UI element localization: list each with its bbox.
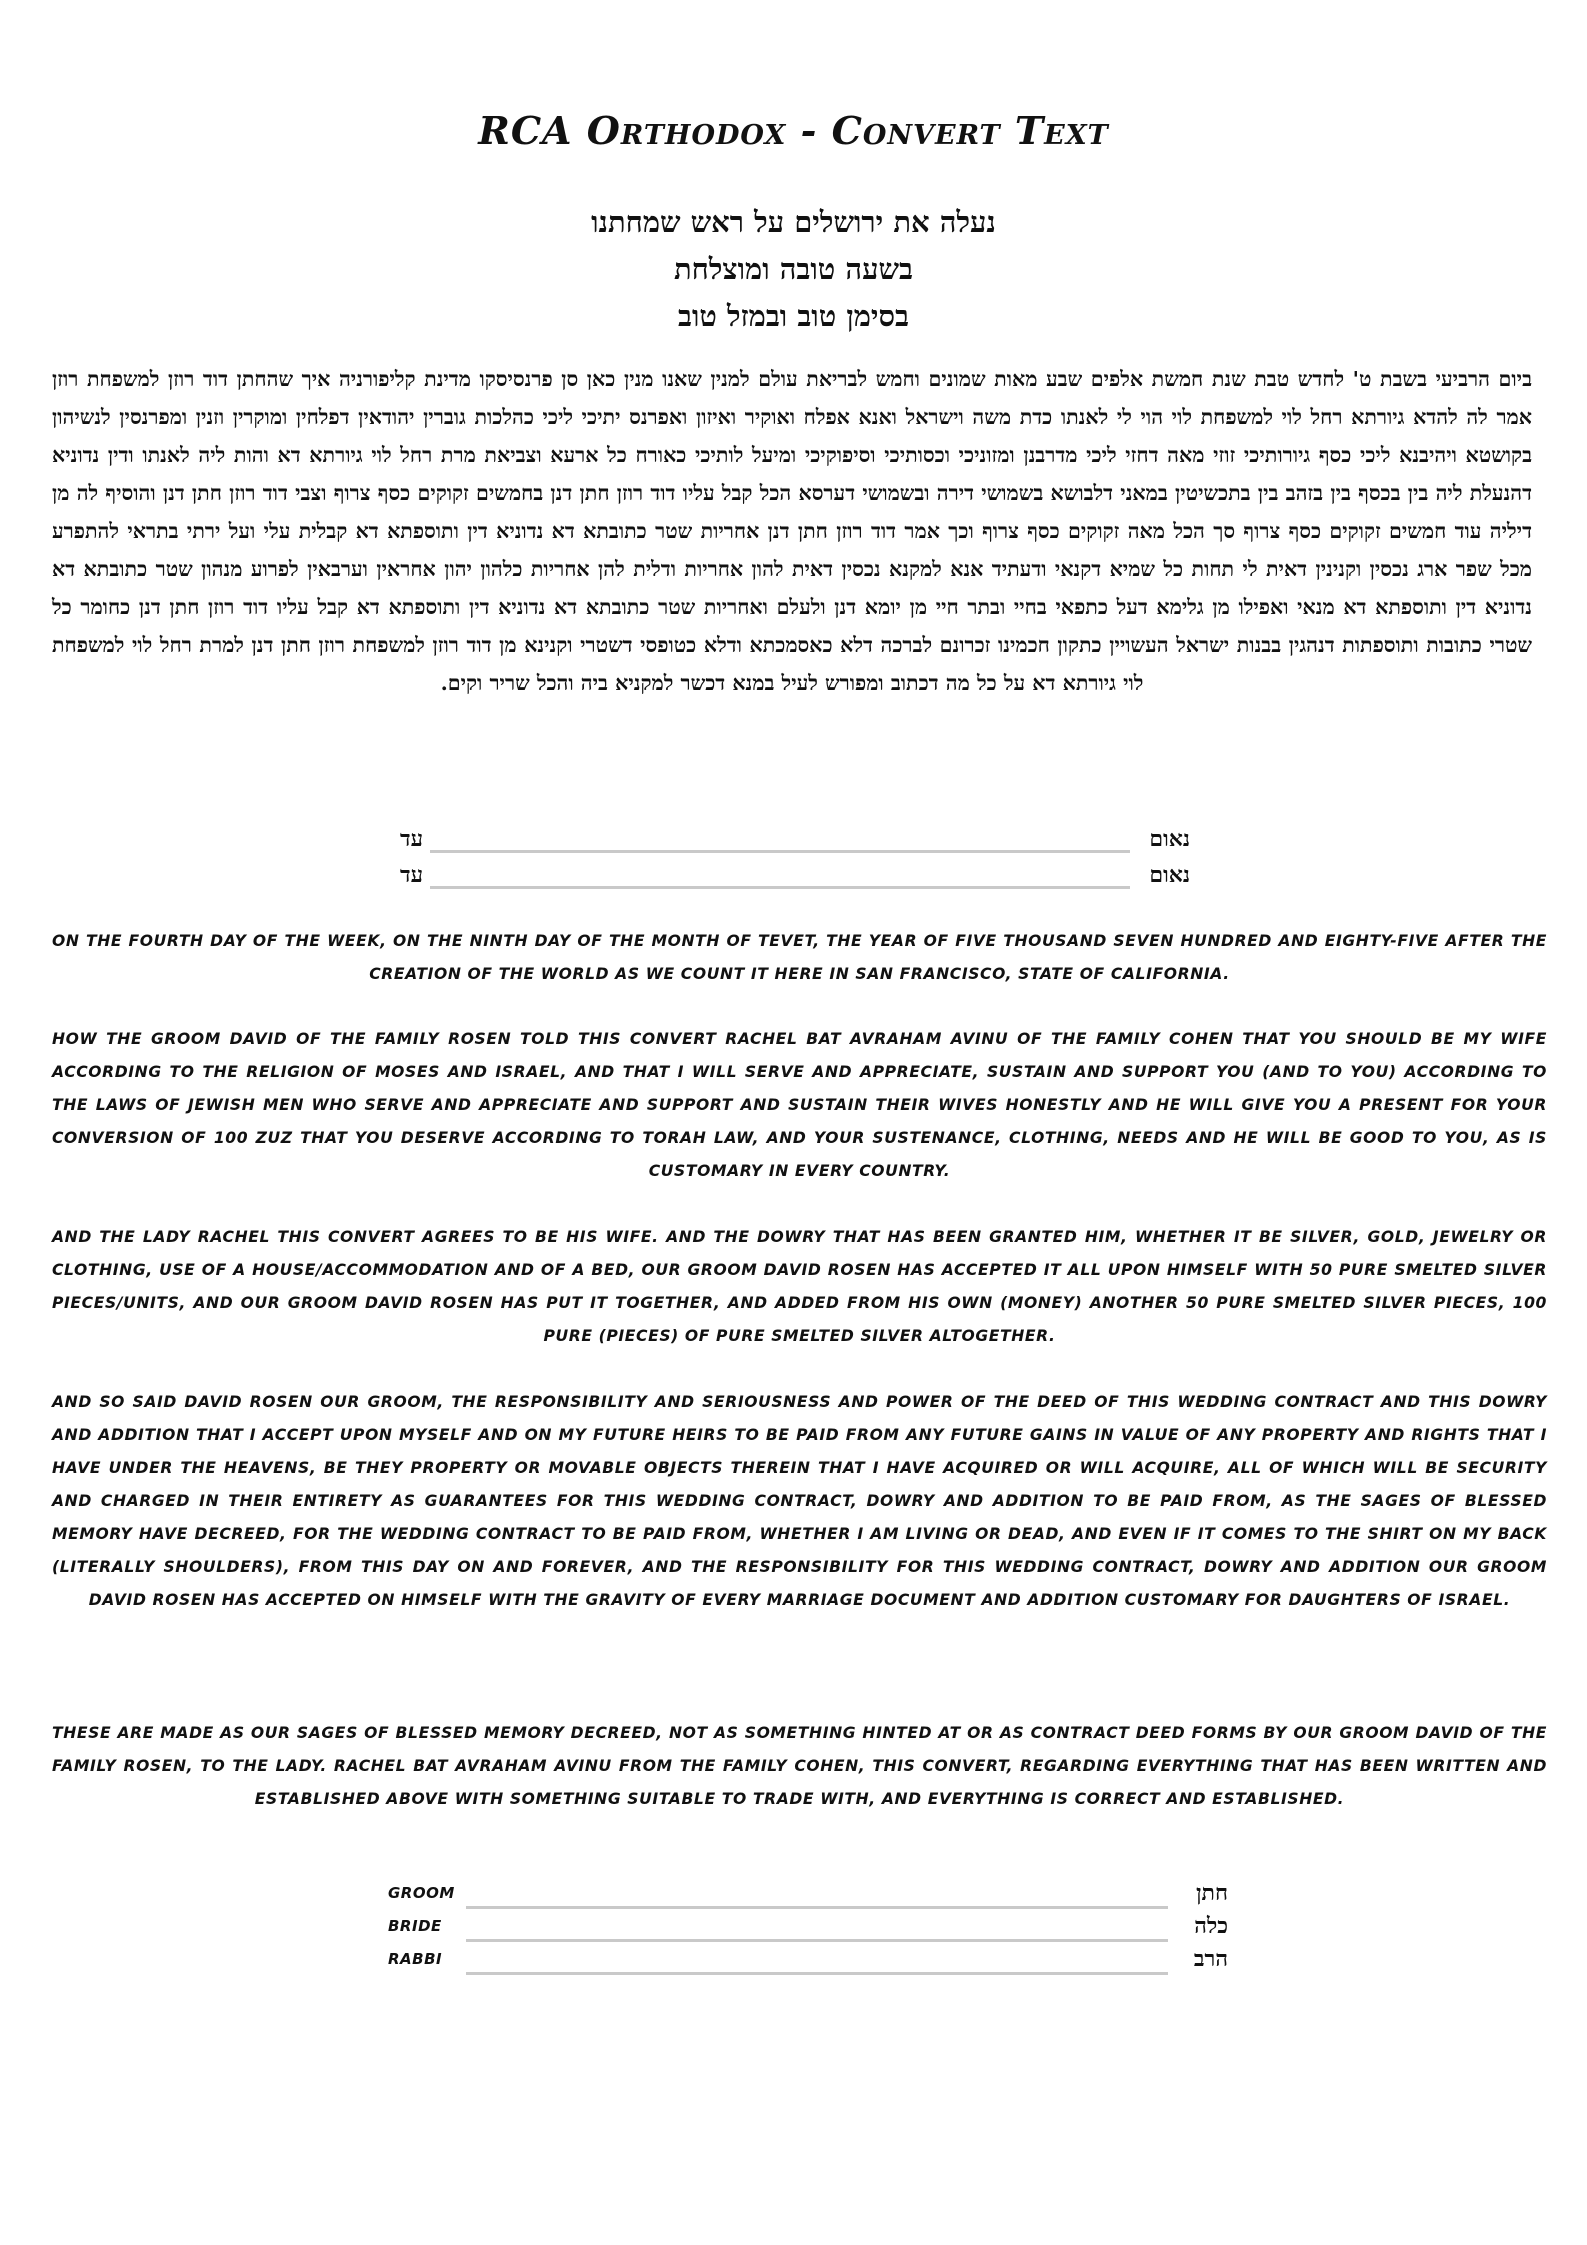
signature-label-chatan: חתן	[1195, 1880, 1228, 1906]
witness-signature-row-1	[400, 826, 1190, 858]
hebrew-header-line-2: בשעה טובה ומוצלחת	[673, 252, 914, 286]
hebrew-ketubah-text: ביום הרביעי בשבת ט' לחדש טבת שנת חמשת אלפים שבע מאות שמונים וחמש לבריאת עולם למנין שאנו מנין כאן סן פרנסיסקו מדינת קליפורניה איך שהחתן דוד רוזן למשפחת רוזן אמר לה להדא גיורתא רחל לוי למשפחת לוי הוי לי לאנתו כדת משה וישראל ואנא אפלח ואוקיר ואיזון ואפרנס יתיכי ליכי כהלכות גוברין יהודאין דפלחין ומוקרין וזנין ומפרנסין לנשיהון בקושטא ויהיבנא ליכי כסף גיורותיכי זוזי מאה דחזי ליכי מדרבנן ומזוניכי וכסותיכי וסיפוקיכי ומיעל לותיכי כאורח כל ארעא וצביאת מרת רחל לוי גיורתא דא והות ליה לאנתו ודין נדוניא דהנעלת ליה בין בכסף בין בזהב בין בתכשיטין במאני דלבושא בשמושי דירה ובשמושי דערסא הכל קבל עליו דוד רוזן חתן דנן בחמשים זקוקים כסף צרוף וצבי דוד רוזן חתן דנן והוסיף לה מן דיליה עוד חמשים זקוקים כסף צרוף סך הכל מאה זקוקים כסף צרוף וכך אמר דוד רוזן חתן דנן אחריות שטר כתובתא דא נדוניא דין ותוספתא דא קבלית עלי ועל ירתי בתראי להתפרע מכל שפר ארג נכסין וקנינין דאית לי תחות כל שמיא דקנאי ודעתיד אנא למקנא נכסין דאית להון אחריות ודלית להן אחריות כלהון יהון אחראין וערבאין לפרוע מנהון שטר כתובתא דא נדוניא דין ותוספתא דא מנאי ואפילו מן גלימא דעל כתפאי בחיי ובתר חיי מן יומא דנן ולעלם ואחריות שטר כתובתא דא נדוניא דין ותוספתא דא קבל עליו דוד רוזן חתן דנן כחומר כל שטרי כתובות ותוספתות דנהגין בבנות ישראל העשויין כתקון חכמינו זכרונם לברכה דלא כאסמכתא ודלא כטופסי דשטרי וקנינא מן דוד רוזן למשפחת רוזן חתן דנן למרת רחל לוי למשפחת לוי גיורתא דא על כל מה דכתוב ומפורש לעיל במנא דכשר למקניא ביה והכל שריר וקים.	[52, 367, 1532, 695]
signature-label-rabbi: RABBI	[388, 1950, 443, 1968]
witness-signature-row-2	[400, 862, 1190, 894]
bride-signature-line[interactable]	[466, 1939, 1168, 1942]
witness-signature-line[interactable]	[430, 850, 1130, 853]
english-paragraph-conclusion: THESE ARE MADE AS OUR SAGES OF BLESSED MEMORY DECREED, NOT AS SOMETHING HINTED AT OR AS CONTRACT DEED FORMS BY OUR GROOM DAVID OF THE FAMILY ROSEN, TO THE LADY. RACHEL BAT AVRAHAM AVINU FROM THE FAMILY COHEN, THIS CONVERT, REGARDING EVERYTHING THAT HAS BEEN WRITTEN AND ESTABLISHED ABOVE WITH SOMETHING SUITABLE TO TRADE WITH, AND EVERYTHING IS CORRECT AND ESTABLISHED.	[52, 1724, 1547, 1808]
english-paragraph-dowry: AND THE LADY RACHEL THIS CONVERT AGREES TO BE HIS WIFE. AND THE DOWRY THAT HAS BEEN GRANTED HIM, WHETHER IT BE SILVER, GOLD, JEWELRY OR CLOTHING, USE OF A HOUSE/ACCOMMODATION AND OF A BED, OUR GROOM DAVID ROSEN HAS ACCEPTED IT ALL UPON HIMSELF WITH 50 PURE SMELTED SILVER PIECES/UNITS, AND OUR GROOM DAVID ROSEN HAS PUT IT TOGETHER, AND ADDED FROM HIS OWN (MONEY) ANOTHER 50 PURE SMELTED SILVER PIECES, 100 PURE (PIECES) OF PURE SMELTED SILVER ALTOGETHER.	[52, 1228, 1547, 1345]
signature-label-harav: הרב	[1193, 1946, 1228, 1972]
hebrew-header-line-1: נעלה את ירושלים על ראש שמחתנו	[591, 205, 996, 239]
document-title: RCA Orthodox - Convert Text	[478, 108, 1109, 153]
signature-row-bride	[388, 1913, 1228, 1945]
witness-label-neum: נאום	[1149, 862, 1190, 888]
witness-label-neum: נאום	[1149, 826, 1190, 852]
signature-label-groom: GROOM	[388, 1884, 455, 1902]
hebrew-header-line-3: בסימן טוב ובמזל טוב	[677, 299, 909, 333]
english-paragraph-responsibility: AND SO SAID DAVID ROSEN OUR GROOM, THE RESPONSIBILITY AND SERIOUSNESS AND POWER OF THE DEED OF THIS WEDDING CONTRACT AND THIS DOWRY AND ADDITION THAT I ACCEPT UPON MYSELF AND ON MY FUTURE HEIRS TO BE PAID FROM ANY FUTURE GAINS IN VALUE OF ANY PROPERTY AND RIGHTS THAT I HAVE UNDER THE HEAVENS, BE THEY PROPERTY OR MOVABLE OBJECTS THEREIN THAT I HAVE ACQUIRED OR WILL ACQUIRE, ALL OF WHICH WILL BE SECURITY AND CHARGED IN THEIR ENTIRETY AS GUARANTEES FOR THIS WEDDING CONTRACT, DOWRY AND ADDITION TO BE PAID FROM, AS THE SAGES OF BLESSED MEMORY HAVE DECREED, FOR THE WEDDING CONTRACT TO BE PAID FROM, WHETHER I AM LIVING OR DEAD, AND EVEN IF IT COMES TO THE SHIRT ON MY BACK (LITERALLY SHOULDERS), FROM THIS DAY ON AND FOREVER, AND THE RESPONSIBILITY FOR THIS WEDDING CONTRACT, DOWRY AND ADDITION OUR GROOM DAVID ROSEN HAS ACCEPTED ON HIMSELF WITH THE GRAVITY OF EVERY MARRIAGE DOCUMENT AND ADDITION CUSTOMARY FOR DAUGHTERS OF ISRAEL.	[52, 1393, 1547, 1609]
signature-row-rabbi	[388, 1946, 1228, 1978]
groom-signature-line[interactable]	[466, 1906, 1168, 1909]
signature-label-kallah: כלה	[1194, 1913, 1228, 1939]
witness-label-ed: עד	[400, 826, 424, 852]
signature-row-groom	[388, 1880, 1228, 1912]
signature-label-bride: BRIDE	[388, 1917, 442, 1935]
witness-label-ed: עד	[400, 862, 424, 888]
rabbi-signature-line[interactable]	[466, 1972, 1168, 1975]
english-paragraph-proposal: HOW THE GROOM DAVID OF THE FAMILY ROSEN TOLD THIS CONVERT RACHEL BAT AVRAHAM AVINU OF THE FAMILY COHEN THAT YOU SHOULD BE MY WIFE ACCORDING TO THE RELIGION OF MOSES AND ISRAEL, AND THAT I WILL SERVE AND APPRECIATE, SUSTAIN AND SUPPORT YOU (AND TO YOU) ACCORDING TO THE LAWS OF JEWISH MEN WHO SERVE AND APPRECIATE AND SUPPORT AND SUSTAIN THEIR WIVES HONESTLY AND HE WILL GIVE YOU A PRESENT FOR YOUR CONVERSION OF 100 ZUZ THAT YOU DESERVE ACCORDING TO TORAH LAW, AND YOUR SUSTENANCE, CLOTHING, NEEDS AND HE WILL BE GOOD TO YOU, AS IS CUSTOMARY IN EVERY COUNTRY.	[52, 1030, 1547, 1180]
witness-signature-line[interactable]	[430, 886, 1130, 889]
english-paragraph-date: ON THE FOURTH DAY OF THE WEEK, ON THE NINTH DAY OF THE MONTH OF TEVET, THE YEAR OF FIVE THOUSAND SEVEN HUNDRED AND EIGHTY-FIVE AFTER THE CREATION OF THE WORLD AS WE COUNT IT HERE IN SAN FRANCISCO, STATE OF CALIFORNIA.	[52, 932, 1547, 983]
